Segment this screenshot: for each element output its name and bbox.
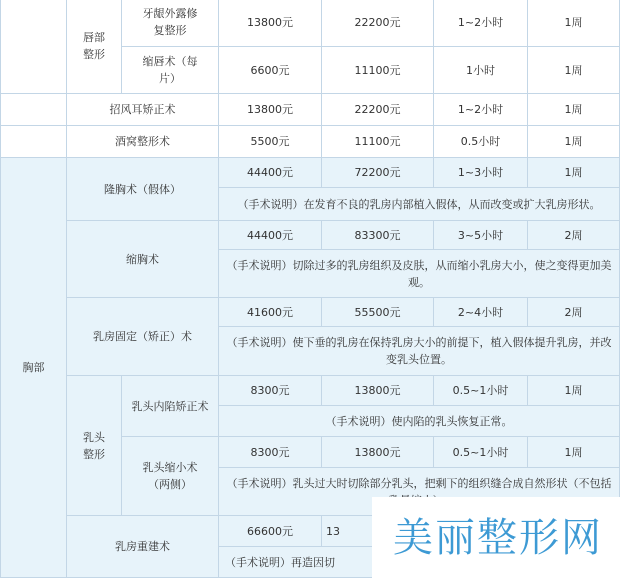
recovery: 1周: [528, 158, 620, 188]
duration: 1小时: [434, 47, 528, 94]
recovery: 2周: [528, 221, 620, 250]
table-row: [1, 221, 620, 250]
category-cell: [1, 126, 67, 158]
procedure-note: （手术说明）切除过多的乳房组织及皮肤，从而缩小乳房大小，使之变得更加美观。: [219, 250, 620, 298]
group-label-nipple: 乳头整形: [67, 376, 122, 516]
procedure-name: 乳房重建术: [67, 516, 219, 578]
duration: 2~4小时: [434, 298, 528, 327]
table-row: [1, 298, 620, 327]
procedure-note: （手术说明）再造因切: [219, 547, 620, 578]
price-high: 22200元: [322, 0, 434, 47]
recovery: 2周: [528, 298, 620, 327]
table-row: [1, 158, 620, 188]
procedure-name: 牙龈外露修复整形: [122, 0, 219, 47]
duration: 3~5小时: [434, 221, 528, 250]
table-row: [1, 126, 620, 158]
recovery: 1周: [528, 437, 620, 468]
price-high: 13800元: [322, 376, 434, 406]
recovery: 1周: [528, 0, 620, 47]
table-row: [1, 94, 620, 126]
price-low: 66600元: [219, 516, 322, 547]
price-low: 8300元: [219, 376, 322, 406]
procedure-note: （手术说明）使内陷的乳头恢复正常。: [219, 406, 620, 437]
procedure-name: 招风耳矫正术: [67, 94, 219, 126]
duration: 1~2小时: [434, 94, 528, 126]
recovery: 1周: [528, 126, 620, 158]
table-row: [1, 376, 620, 406]
price-high: 11100元: [322, 126, 434, 158]
recovery: 1周: [528, 376, 620, 406]
recovery: 1周: [528, 94, 620, 126]
price-low: 6600元: [219, 47, 322, 94]
price-low: 41600元: [219, 298, 322, 327]
procedure-name: 乳头缩小术（两侧）: [122, 437, 219, 516]
duration: 1~3小时: [434, 158, 528, 188]
procedure-note: （手术说明）使下垂的乳房在保持乳房大小的前提下，植入假体提升乳房，并改变乳头位置。: [219, 327, 620, 376]
procedure-name: 缩胸术: [67, 221, 219, 298]
procedure-name: 隆胸术（假体）: [67, 158, 219, 221]
procedure-note: （手术说明）乳头过大时切除部分乳头，把剩下的组织缝合成自然形状（不包括: [219, 468, 620, 516]
procedure-note: （手术说明）在发育不良的乳房内部植入假体，从而改变或扩大乳房形状。: [219, 188, 620, 221]
price-high: 83300元: [322, 221, 434, 250]
group-label-chest: 胸部: [1, 158, 67, 578]
price-high: 72200元: [322, 158, 434, 188]
group-label-lip: 唇部整形: [67, 0, 122, 94]
price-low: 44400元: [219, 158, 322, 188]
price-low: 13800元: [219, 0, 322, 47]
procedure-name: 乳头内陷矫正术: [122, 376, 219, 437]
duration: 0.5~1小时: [434, 437, 528, 468]
price-high: 22200元: [322, 94, 434, 126]
duration: 1~2小时: [434, 0, 528, 47]
price-high: 55500元: [322, 298, 434, 327]
recovery: 1周: [528, 47, 620, 94]
price-low: 8300元: [219, 437, 322, 468]
duration: 0.5~1小时: [434, 376, 528, 406]
price-high: 13800元: [322, 437, 434, 468]
table-row: [1, 0, 620, 47]
duration: 0.5小时: [434, 126, 528, 158]
price-low: 44400元: [219, 221, 322, 250]
price-high: 13: [322, 516, 434, 547]
procedure-name: 乳房固定（矫正）术: [67, 298, 219, 376]
price-low: 13800元: [219, 94, 322, 126]
procedure-name: 缩唇术（每片）: [122, 47, 219, 94]
procedure-name: 酒窝整形术: [67, 126, 219, 158]
category-cell: [1, 0, 67, 94]
price-high: 11100元: [322, 47, 434, 94]
site-watermark: 美丽整形网: [372, 497, 624, 579]
category-cell: [1, 94, 67, 126]
price-low: 5500元: [219, 126, 322, 158]
